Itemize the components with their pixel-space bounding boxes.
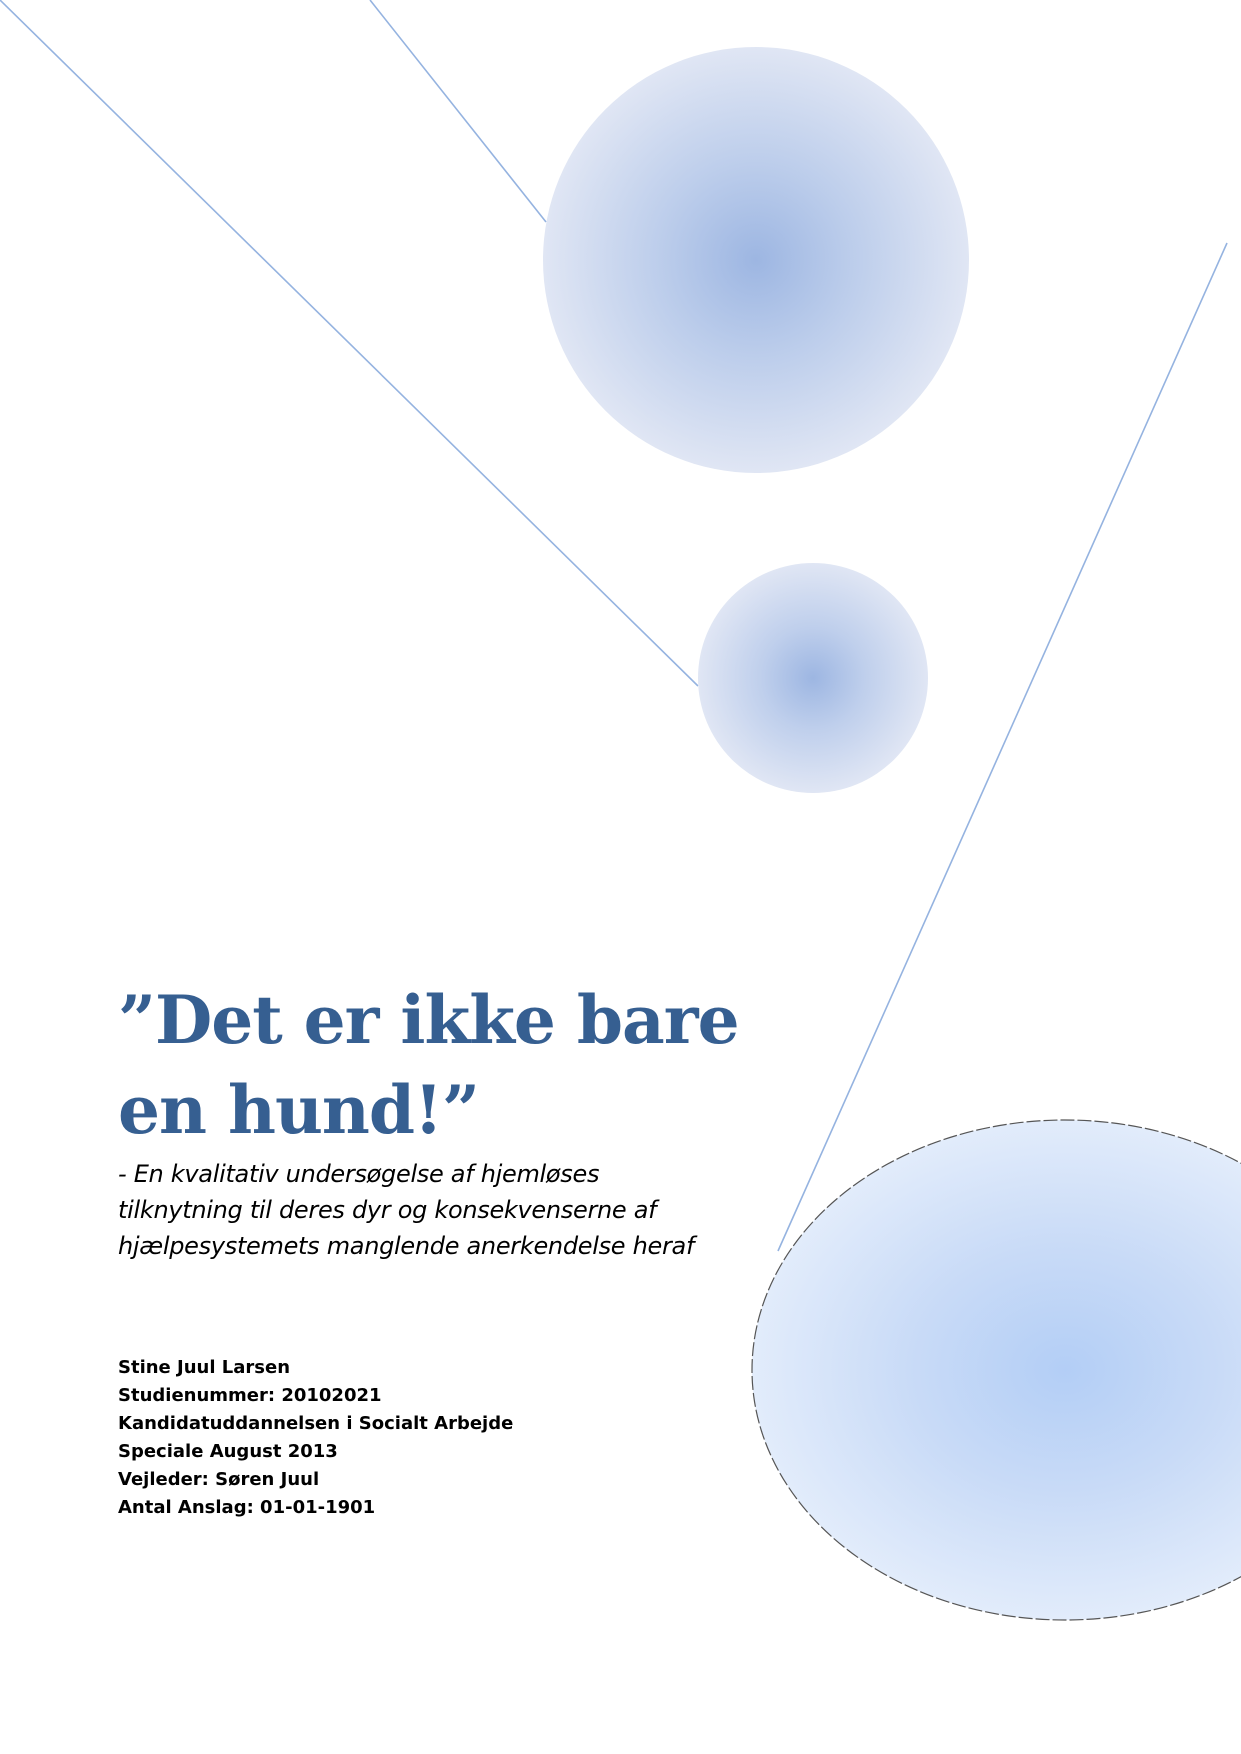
circle-small-middle: [698, 563, 928, 793]
thesis-date: Speciale August 2013: [118, 1441, 338, 1462]
document-title: [118, 975, 739, 1155]
subtitle-line-3: hjælpesystemets manglende anerkendelse heraf: [118, 1232, 695, 1260]
character-count: Antal Anslag: 01-01-1901: [118, 1497, 376, 1518]
subtitle-line-1: - En kvalitativ undersøgelse af hjemløses: [118, 1160, 600, 1188]
program-name: Kandidatuddannelsen i Socialt Arbejde: [118, 1413, 514, 1434]
diagonal-line-upper: [370, 0, 546, 222]
document-subtitle: [118, 1156, 694, 1264]
circle-large-bottom-right: [752, 1120, 1241, 1620]
author-info-block: [118, 1354, 513, 1522]
supervisor: Vejleder: Søren Juul: [118, 1469, 320, 1490]
title-line-1: ”Det er ikke bare: [118, 981, 739, 1059]
subtitle-line-2: tilknytning til deres dyr og konsekvenserne af: [118, 1196, 657, 1224]
circle-large-top: [543, 47, 969, 473]
student-number: Studienummer: 20102021: [118, 1385, 382, 1406]
author-name: Stine Juul Larsen: [118, 1357, 291, 1378]
title-line-2: en hund!”: [118, 1071, 479, 1149]
